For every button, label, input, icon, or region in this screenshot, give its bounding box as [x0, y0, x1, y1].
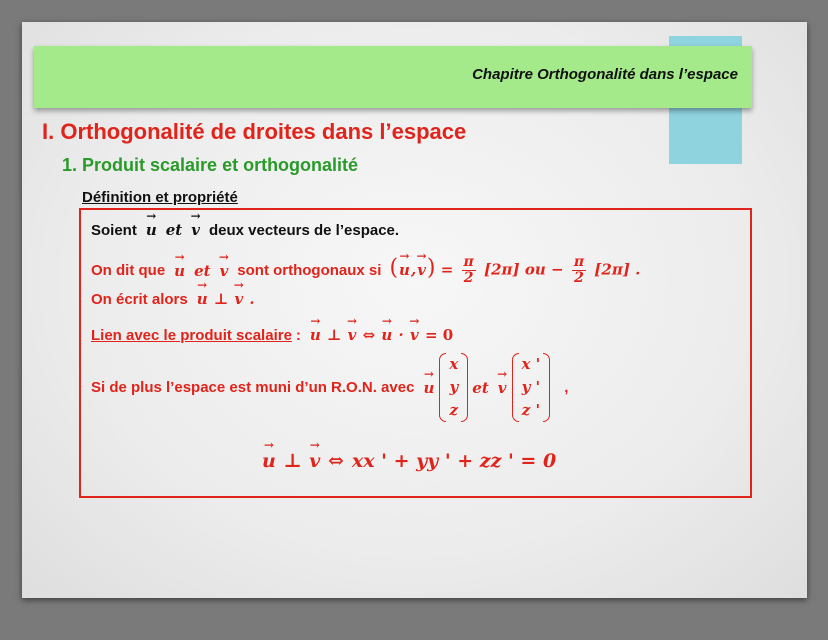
- text-deux-vecteurs: deux vecteurs de l’espace.: [208, 221, 400, 239]
- coord-y-prime: y ': [521, 378, 541, 396]
- text-on-dit-que: On dit que: [91, 262, 166, 279]
- vector-u: → u: [173, 262, 186, 280]
- equals-zero: = 0: [424, 326, 454, 344]
- word-ou: ou: [524, 260, 546, 279]
- line-produit-scalaire: [91, 326, 453, 344]
- coord-z-prime: z ': [521, 401, 541, 419]
- coord-x: x: [449, 355, 459, 373]
- line-orthogonaux: [91, 255, 640, 286]
- word-et: et: [194, 261, 211, 280]
- vector-v: → v: [497, 379, 508, 397]
- angle-formula: (→ u,→ v) = $\frac{\pi}{2}$ [2π] ou − $\frac{\pi}{2}$ [2π] .: [389, 255, 640, 286]
- line-ecrit-alors: [91, 290, 255, 308]
- text-comma: ,: [564, 379, 569, 396]
- word-et: et: [165, 221, 183, 239]
- header-band: [34, 46, 752, 108]
- perp-notation: → u ⊥ → v .: [196, 290, 255, 308]
- subsection-heading: 1. Produit scalaire et orthogonalité: [62, 155, 359, 175]
- coords-u: [439, 353, 468, 422]
- text-lien-produit-scalaire: Lien avec le produit scalaire: [91, 326, 292, 344]
- coordinate-formula: xx ' + yy ' + zz ' = 0: [351, 450, 557, 472]
- perp-equivalence: → u ⊥ → v ⇔: [261, 450, 344, 472]
- vector-u: → u: [422, 379, 435, 397]
- chapter-title: Chapitre Orthogonalité dans l’espace: [472, 66, 738, 83]
- line-coord-formula: [261, 450, 556, 472]
- vector-v: → v: [219, 262, 230, 280]
- text-sont-orthogonaux: sont orthogonaux si: [237, 262, 382, 279]
- definition-heading: Définition et propriété: [82, 189, 238, 206]
- coord-z: z: [449, 401, 459, 419]
- text-ron: Si de plus l’espace est muni d’un R.O.N. avec: [91, 379, 415, 396]
- section-heading: I. Orthogonalité de droites dans l’espace: [42, 119, 467, 144]
- dot-product-equivalence: → u ⊥ → v ⇔ → u · → v = 0: [309, 326, 453, 344]
- coords-v: [512, 353, 551, 422]
- coord-y: y: [449, 378, 459, 396]
- coord-x-prime: x ': [521, 355, 541, 373]
- vector-v: → v: [190, 221, 201, 239]
- text-colon: :: [295, 326, 301, 344]
- text-soient: Soient: [91, 221, 137, 239]
- line-soient: [91, 221, 399, 239]
- definition-box: [79, 208, 752, 498]
- line-ron: [91, 353, 568, 422]
- text-on-ecrit-alors: On écrit alors: [91, 290, 188, 308]
- word-et: et: [472, 378, 489, 397]
- vector-u: → u: [145, 221, 158, 239]
